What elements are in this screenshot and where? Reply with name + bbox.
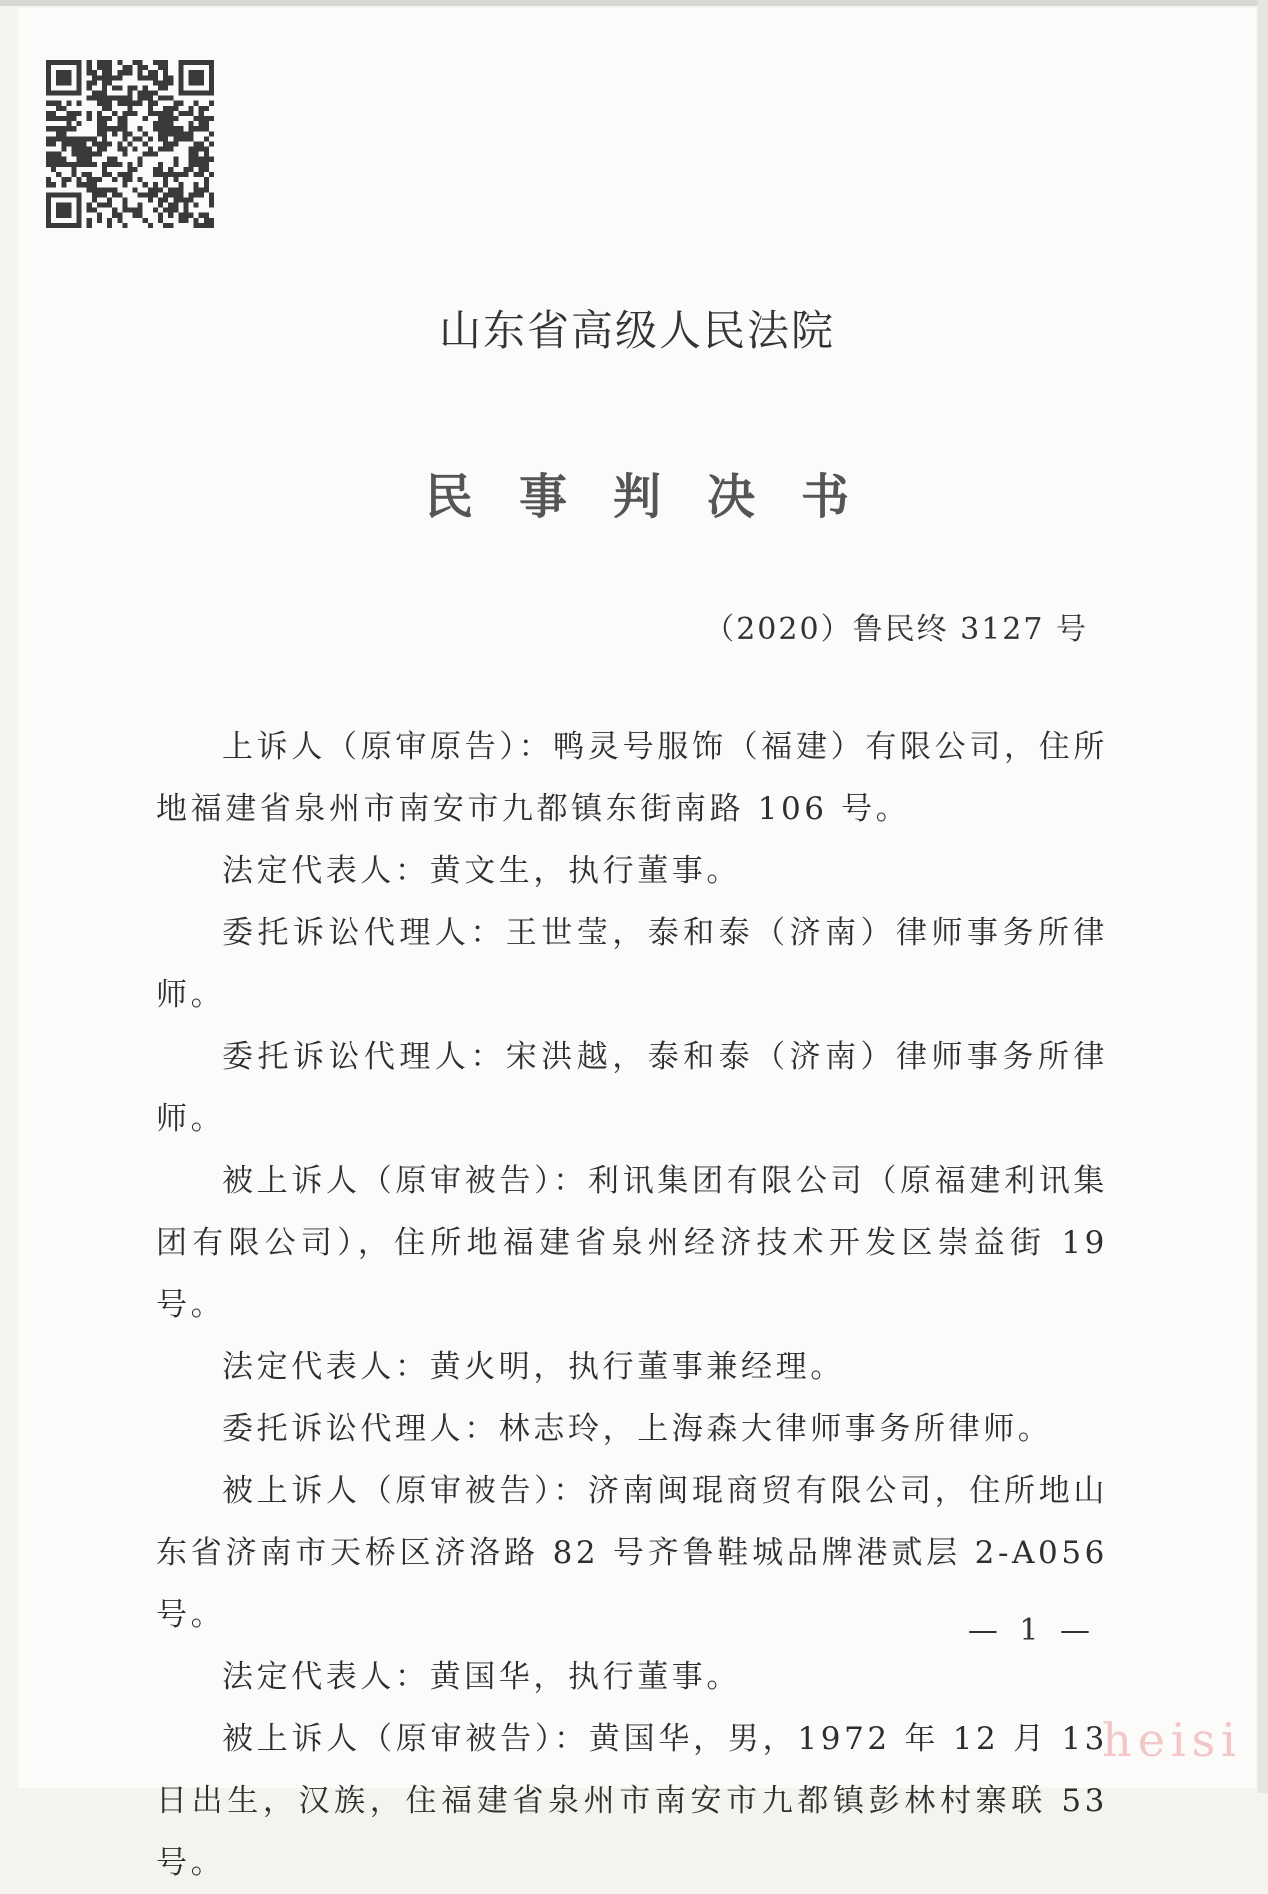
scan-edge-top	[0, 0, 1268, 6]
party-paragraph: 被上诉人（原审被告）：济南闽琨商贸有限公司，住所地山东省济南市天桥区济洛路 82 号齐鲁鞋城品牌港贰层 2-A056 号。	[156, 1473, 1108, 1633]
party-paragraph: 委托诉讼代理人：宋洪越，泰和泰（济南）律师事务所律师。	[156, 1039, 1108, 1137]
party-paragraph: 委托诉讼代理人：王世莹，泰和泰（济南）律师事务所律师。	[156, 915, 1108, 1013]
scan-edge-right	[1258, 0, 1268, 1793]
watermark-text: heisi	[1102, 1713, 1242, 1767]
qr-code-icon	[46, 60, 214, 228]
page-number: — 1 —	[967, 1613, 1096, 1648]
court-name: 山东省高级人民法院	[438, 306, 835, 355]
party-paragraph: 被上诉人（原审被告）：利讯集团有限公司（原福建利讯集团有限公司），住所地福建省泉州经济技术开发区崇益街 19 号。	[156, 1163, 1108, 1323]
party-paragraph: 上诉人（原审原告）：鸭灵号服饰（福建）有限公司，住所地福建省泉州市南安市九都镇东街南路 106 号。	[156, 729, 1108, 827]
party-paragraph: 被上诉人（原审被告）：黄国华，男，1972 年 12 月 13 日出生，汉族，住福建省泉州市南安市九都镇彭林村寨联 53 号。	[156, 1721, 1108, 1881]
document-page	[18, 8, 1256, 1881]
party-list	[156, 716, 1108, 1894]
case-number: （2020）鲁民终 3127 号	[704, 612, 1088, 647]
party-paragraph: 委托诉讼代理人：林志玲，上海森大律师事务所律师。	[222, 1411, 1053, 1447]
party-paragraph: 法定代表人：黄火明，执行董事兼经理。	[222, 1349, 845, 1385]
document-type-title: 民事判决书	[424, 469, 895, 525]
party-paragraph: 法定代表人：黄文生，执行董事。	[222, 853, 741, 889]
party-paragraph: 法定代表人：黄国华，执行董事。	[222, 1659, 741, 1695]
